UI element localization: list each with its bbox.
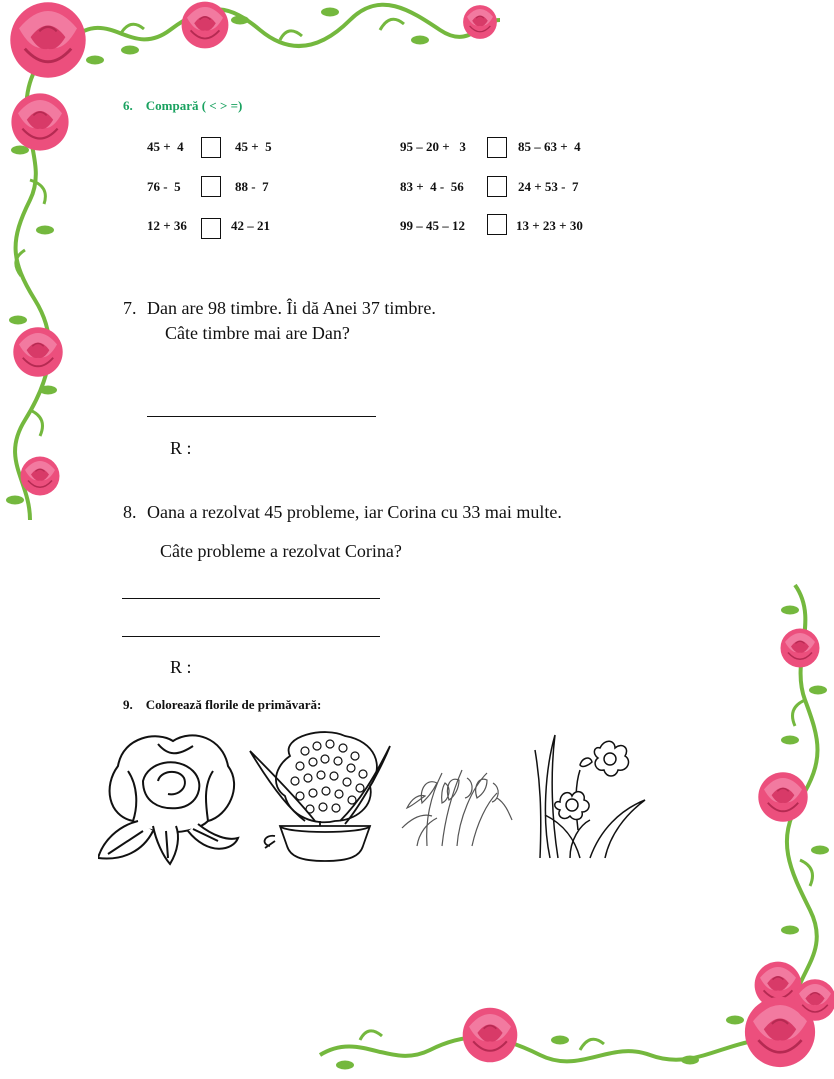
exercise-8-answer-label: R : — [170, 657, 192, 677]
exercise-6-number: 6. — [123, 98, 133, 113]
compare-answer-box[interactable] — [487, 176, 507, 197]
exercise-6-instruction: Compară ( < > =) — [145, 98, 243, 113]
answer-line[interactable] — [122, 598, 380, 599]
exercise-7-question: Câte timbre mai are Dan? — [165, 323, 350, 343]
compare-answer-box[interactable] — [487, 214, 507, 235]
compare-right: 88 - 7 — [235, 179, 269, 194]
exercise-9-instruction: Colorează florile de primăvară: — [145, 697, 322, 712]
compare-left: 76 - 5 — [147, 179, 181, 194]
rose-icon[interactable] — [98, 726, 244, 866]
compare-right: 45 + 5 — [235, 139, 272, 154]
exercise-8-statement: Oana a rezolvat 45 probleme, iar Corina cu 33 mai multe. — [147, 502, 562, 522]
hyacinth-icon[interactable] — [245, 726, 395, 868]
exercise-9-number: 9. — [123, 697, 133, 712]
compare-left: 99 – 45 – 12 — [400, 218, 465, 233]
compare-answer-box[interactable] — [201, 137, 221, 158]
compare-left: 12 + 36 — [147, 218, 187, 233]
compare-left: 45 + 4 — [147, 139, 184, 154]
compare-left: 83 + 4 - 56 — [400, 179, 464, 194]
exercise-8-question: Câte probleme a rezolvat Corina? — [160, 541, 402, 561]
exercise-7-answer-label: R : — [170, 438, 192, 458]
compare-right: 42 – 21 — [231, 218, 270, 233]
exercise-6-title — [123, 98, 242, 114]
snowdrop-icon[interactable] — [397, 758, 519, 850]
compare-left: 95 – 20 + 3 — [400, 139, 466, 154]
exercise-7-statement: Dan are 98 timbre. Îi dă Anei 37 timbre. — [147, 298, 436, 318]
compare-answer-box[interactable] — [201, 218, 221, 239]
compare-right: 85 – 63 + 4 — [518, 139, 581, 154]
compare-answer-box[interactable] — [487, 137, 507, 158]
exercise-9-title — [123, 697, 321, 713]
compare-right: 13 + 23 + 30 — [516, 218, 583, 233]
exercise-7-number: 7. — [123, 298, 137, 318]
exercise-8-number: 8. — [123, 502, 137, 522]
compare-answer-box[interactable] — [201, 176, 221, 197]
answer-line[interactable] — [122, 636, 380, 637]
answer-line[interactable] — [147, 416, 376, 417]
daffodil-icon[interactable] — [520, 730, 650, 862]
compare-right: 24 + 53 - 7 — [518, 179, 579, 194]
